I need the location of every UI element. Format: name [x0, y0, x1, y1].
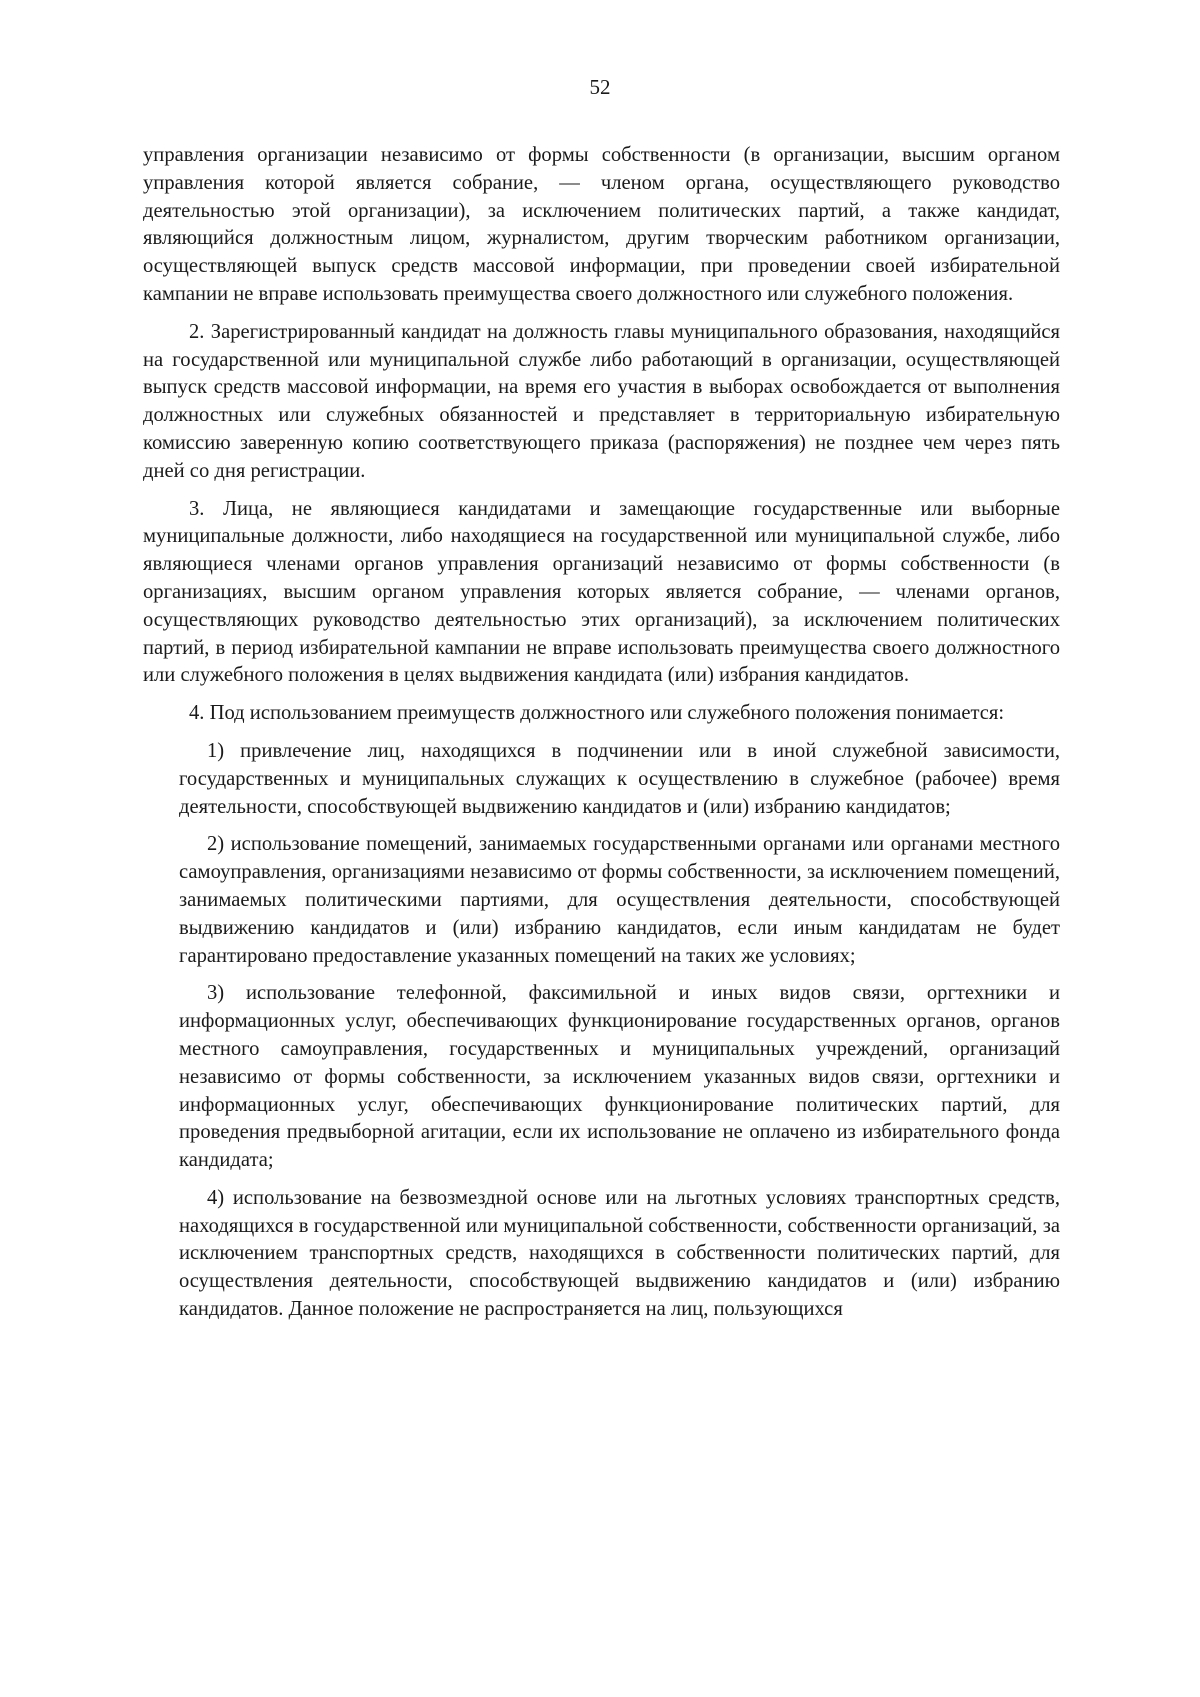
document-body	[143, 142, 1060, 1324]
list-item-2: 2) использование помещений, занимаемых государственными органами или органами местного самоуправления, организациями независимо от формы собственности, за исключением помещений, занимаемых политическими партиями, для осуществления деятельности, способствующей выдвижению кандидатов и (или) избранию кандидатов, если иным кандидатам не будет гарантировано предоставление указанных помещений на таких же условиях;	[179, 833, 1060, 967]
paragraph-continuation: управления организации независимо от формы собственности (в организации, высшим органом управления которой является собрание, — членом органа, осуществляющего руководство деятельностью этой организации), за исключением политических партий, а также кандидат, являющийся должностным лицом, журналистом, другим творческим работником организации, осуществляющей выпуск средств массовой информации, при проведении своей избирательной кампании не вправе использовать преимущества своего должностного или служебного положения.	[143, 144, 1060, 305]
list-item-1: 1) привлечение лиц, находящихся в подчинении или в иной служебной зависимости, государственных и муниципальных служащих к осуществлению в служебное (рабочее) время деятельности, способствующей выдвижению кандидатов и (или) избранию кандидатов;	[179, 739, 1060, 818]
paragraph-4: 4. Под использованием преимуществ должностного или служебного положения понимается:	[189, 702, 1005, 725]
paragraph-2: 2. Зарегистрированный кандидат на должность главы муниципального образования, находящийся на государственной или муниципальной службе либо работающий в организации, осуществляющей выпуск средств массовой информации, на время его участия в выборах освобождается от выполнения должностных или служебных обязанностей и представляет в территориальную избирательную комиссию заверенную копию соответствующего приказа (распоряжения) не позднее чем через пять дней со дня регистрации.	[143, 320, 1060, 482]
paragraph-3: 3. Лица, не являющиеся кандидатами и замещающие государственные или выборные муниципальные должности, либо находящиеся на государственной или муниципальной службе, либо являющиеся членами органов управления организаций независимо от формы собственности (в организациях, высшим органом управления которых является собрание, — членами органов, осуществляющих руководство деятельностью этих организаций), за исключением политических партий, в период избирательной кампании не вправе использовать преимущества своего должностного или служебного положения в целях выдвижения кандидата (или) избрания кандидатов.	[143, 497, 1060, 687]
page-number: 52	[589, 75, 611, 99]
list-item-4: 4) использование на безвозмездной основе или на льготных условиях транспортных средств, находящихся в государственной или муниципальной собственности, собственности организаций, за исключением транспортных средств, находящихся в собственности политических партий, для осуществления деятельности, способствующей выдвижению кандидатов и (или) избранию кандидатов. Данное положение не распространяется на лиц, пользующихся	[179, 1186, 1060, 1321]
list-item-3: 3) использование телефонной, факсимильной и иных видов связи, оргтехники и информационных услуг, обеспечивающих функционирование государственных органов, органов местного самоуправления, государственных и муниципальных учреждений, организаций независимо от формы собственности, за исключением указанных видов связи, оргтехники и информационных услуг, обеспечивающих функционирование политических партий, для проведения предвыборной агитации, если их использование не оплачено из избирательного фонда кандидата;	[179, 982, 1060, 1172]
